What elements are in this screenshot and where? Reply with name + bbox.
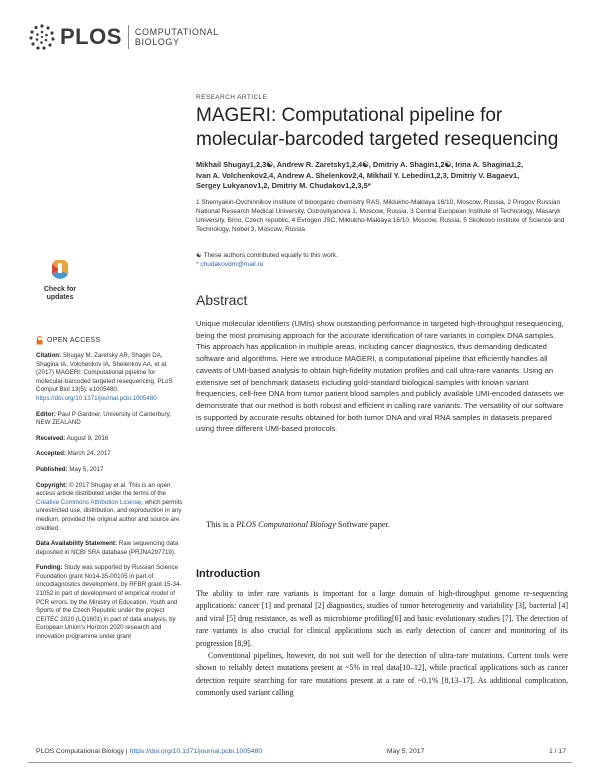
funding-label: Funding: bbox=[36, 564, 63, 572]
logo-text: PLOS bbox=[60, 24, 122, 49]
intro-paragraph-1: The ability to infer rare variants is important for a large domain of high-throughput genome re-sequencing applications: cancer [1] and prenatal [2] diagnostics, studies of tumor heterogeneity and variability [3], bacterial [4] and viral [5] drug resistance, as well as microbiome profiling[6] and basic evolutionary studies [7]. The detection of rare variants is also crucial for clinical applications such as early detection of cancer and monitoring of its progression [8,9]. bbox=[196, 589, 568, 648]
published-block bbox=[36, 466, 184, 475]
plos-logo-icon bbox=[28, 23, 56, 51]
journal-name bbox=[135, 27, 219, 47]
data-availability-text: Raw sequencing data deposited in NCBI SRA database (PRJNA297719). bbox=[36, 540, 179, 556]
article-info-sidebar bbox=[36, 352, 184, 649]
abstract-heading: Abstract bbox=[196, 292, 248, 308]
data-availability-label: Data Availability Statement: bbox=[36, 540, 118, 548]
intro-paragraph-2: Conventional pipelines, however, do not suit well for the detection of ultra-rare mutations. Current tools were shown to reliably detect mutations present at ~5% in real data[10–12], while practical applications such as cancer detection require searching for rare mutations present at a rate of ~0.1% [8,13–17]. As additional complication, commonly used variant calling bbox=[196, 651, 568, 698]
funding-block bbox=[36, 564, 184, 641]
open-access-label: OPEN ACCESS bbox=[47, 337, 101, 344]
citation-label: Citation: bbox=[36, 352, 62, 359]
copyright-text-2: , which permits unrestricted use, distribution, and reproduction in any medium, provided the original author and source are credited. bbox=[36, 498, 183, 532]
copyright-block bbox=[36, 482, 184, 534]
software-paper-note bbox=[206, 520, 566, 529]
software-note-post: Software paper. bbox=[335, 520, 390, 529]
published-date: May 5, 2017 bbox=[69, 465, 104, 473]
cc-license-link[interactable]: Creative Commons Attribution License bbox=[36, 498, 142, 506]
crossmark-icon bbox=[36, 260, 84, 286]
author-list bbox=[196, 160, 568, 192]
open-lock-icon bbox=[36, 336, 43, 345]
article-type: RESEARCH ARTICLE bbox=[196, 94, 268, 101]
authors-line-1: Mikhail Shugay1,2,3☯, Andrew R. Zaretsky1,2,4☯, Dmitriy A. Shagin1,2☯, Irina A. Shagina1,2, bbox=[196, 160, 524, 169]
editor-text: Paul P Gardner, University of Canterbury, NEW ZEALAND bbox=[36, 410, 171, 427]
copyright-text: © 2017 Shugay et al. This is an open access article distributed under the terms of the bbox=[36, 481, 171, 498]
affiliations: 1 Shemyakin-Ovchinnikov Institute of bioorganic chemistry RAS, Miklukho-Maklaya 16/10, Moscow, Russia, 2 Pirogov Russian National Research Medical University, Ostrovityanova 1, Moscow, Russia, 3 Central European Institute of Technology, Masaryk University, Brno, Czech republic, 4 Evrogen JSC, Miklukho-Maklaya 16/10, Moscow, Russia, 5 Skolkovo Institute of Science and Technology, Nobel 3, Moscow, Russia bbox=[196, 199, 565, 233]
logo-divider bbox=[128, 25, 129, 49]
editor-block bbox=[36, 411, 184, 428]
copyright-label: Copyright: bbox=[36, 481, 68, 489]
journal-line-2: BIOLOGY bbox=[134, 37, 180, 47]
software-note-journal: PLOS Computational Biology bbox=[236, 520, 336, 529]
accepted-date: March 24, 2017 bbox=[67, 450, 111, 458]
citation-text: Shugay M, Zaretsky AR, Shagin DA, Shagina IA, Volchenkov IA, Shelenkov AA, et al. (2017) MAGERI: Computational pipeline for molecular-barcoded targeted resequencing. PLoS Comput Biol 13(5): e1005480. bbox=[36, 352, 173, 394]
accepted-block bbox=[36, 450, 184, 459]
introduction-text bbox=[196, 588, 568, 700]
author-notes bbox=[196, 251, 568, 269]
page-footer bbox=[36, 748, 566, 755]
open-access-badge bbox=[36, 336, 100, 345]
citation-block bbox=[36, 352, 184, 404]
crossmark-line-2: updates bbox=[46, 294, 74, 301]
received-date: August 9, 2016 bbox=[66, 434, 109, 442]
footer-doi-link[interactable]: https://doi.org/10.1371/journal.pcbi.1005480 bbox=[129, 748, 263, 755]
crossmark-line-1: Check for bbox=[43, 286, 77, 293]
article-title: MAGERI: Computational pipeline for molecular-barcoded targeted resequencing bbox=[196, 105, 559, 150]
received-label: Received: bbox=[36, 434, 66, 442]
crossmark-text bbox=[36, 286, 84, 302]
citation-doi-link[interactable]: https://doi.org/10.1371/journal.pcbi.1005480 bbox=[36, 394, 157, 402]
check-for-updates-button[interactable] bbox=[36, 260, 84, 306]
corresponding-email-link[interactable]: * chudakovdm@mail.ru bbox=[196, 261, 264, 268]
authors-line-2: Ivan A. Volchenkov2,4, Andrew A. Shelenkov2,4, Mikhail Y. Lebedin1,2,3, Dmitriy V. Bagaev1, bbox=[196, 170, 520, 180]
footer-date: May 5, 2017 bbox=[386, 748, 425, 755]
footer-journal-doi bbox=[36, 748, 262, 755]
data-availability-block bbox=[36, 540, 184, 557]
plos-logo[interactable] bbox=[28, 22, 219, 52]
received-block bbox=[36, 435, 184, 444]
editor-label: Editor: bbox=[36, 410, 56, 418]
footer-right bbox=[387, 748, 424, 755]
authors-line-3: Sergey Lukyanov1,2, Dmitriy M. Chudakov1,2,3,5* bbox=[196, 181, 371, 190]
journal-line-1: COMPUTATIONAL bbox=[134, 27, 219, 37]
abstract-text: Unique molecular identifiers (UMIs) show outstanding performance in targeted high-throughput resequencing, being the most promising approach for the accurate identification of rare variants in complex DNA samples. This approach has application in multiple areas, including cancer diagnostics, thus demanding dedicated software and algorithms. Here we introduce MAGERI, a computational pipeline that efficiently handles all caveats of UMI-based analysis to obtain high-fidelity mutation profiles and call ultra-rare variants. Using an extensive set of benchmark datasets including gold-standard biological samples with known variant frequencies, cell-free DNA from tumor patient blood samples and publicly available UMI-encoded datasets we demonstrate that our method is both robust and efficient in calling rare variants. The versatility of our software is supported by accurate results obtained for both tumor DNA and viral RNA samples in datasets prepared using three different UMI-based protocols. bbox=[196, 319, 564, 434]
crossmark-badge bbox=[36, 260, 84, 306]
accepted-label: Accepted: bbox=[36, 450, 66, 458]
published-label: Published: bbox=[36, 465, 68, 473]
footer-journal: PLOS Computational Biology | bbox=[36, 748, 130, 755]
equal-contribution-note: ☯ These authors contributed equally to this work. bbox=[196, 252, 338, 259]
page-number: 1 / 17 bbox=[548, 748, 566, 755]
software-note-pre: This is a bbox=[206, 520, 237, 529]
funding-text: Study was supported by Russian Science Foundation grant No14-35-00105 in part of oncodiagnostics development, by RFBR grant 15-34-21052 in part of development of empirical model of PCR errors, by the Ministry of Education, Youth and Sports of the Czech Republic under the project CEITEC 2020 (LQ1601) in part of data analysis, by European Union's Horizon 2020 research and innovation programme under grant bbox=[36, 564, 182, 641]
introduction-heading: Introduction bbox=[196, 568, 261, 580]
footer-divider bbox=[28, 762, 572, 763]
